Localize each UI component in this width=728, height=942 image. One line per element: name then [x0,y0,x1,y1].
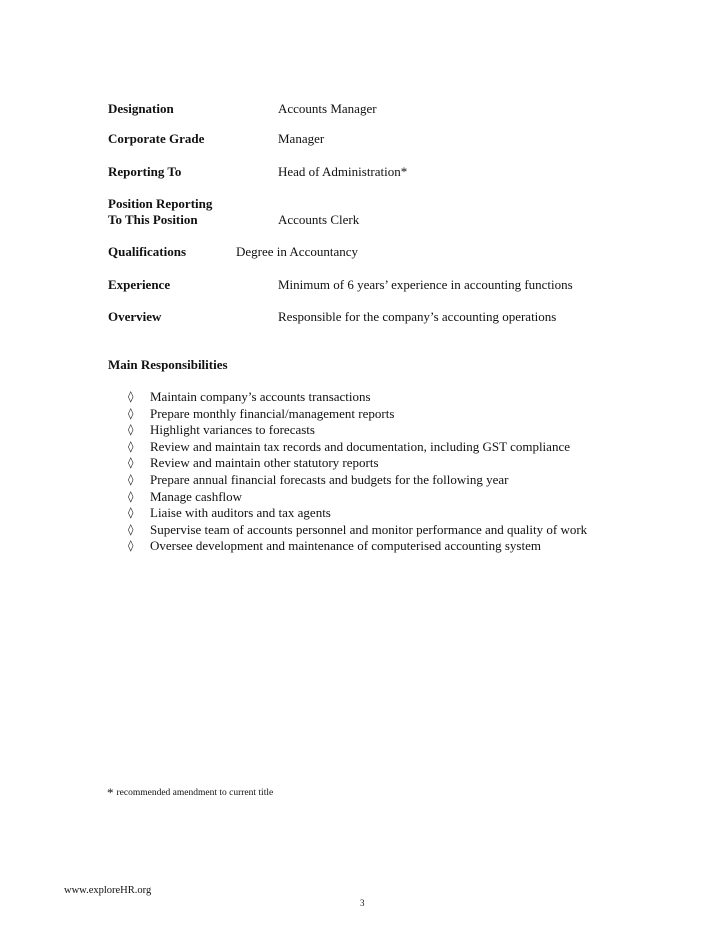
diamond-bullet-icon: ◊ [128,423,134,437]
responsibility-text: Manage cashflow [150,488,243,504]
list-item [128,489,624,506]
qualifications-label: Qualifications [108,244,187,259]
list-item [128,505,624,522]
list-item [128,538,624,555]
diamond-bullet-icon: ◊ [128,456,134,470]
diamond-bullet-icon: ◊ [128,489,134,503]
responsibility-text: Liaise with auditors and tax agents [150,505,331,521]
diamond-bullet-icon: ◊ [128,472,134,486]
diamond-bullet-icon: ◊ [128,439,134,453]
main-responsibilities-heading: Main Responsibilities [108,357,228,372]
overview-value: Responsible for the company’s accounting operations [278,309,557,324]
responsibility-text: Maintain company’s accounts transactions [150,389,371,404]
experience-value: Minimum of 6 years’ experience in accounting functions [278,277,573,292]
page-number: 3 [360,898,365,908]
corporate-grade-label: Corporate Grade [108,131,205,146]
footer-site-url: www.exploreHR.org [64,885,152,896]
list-item [128,472,624,489]
list-item [128,455,624,472]
experience-label: Experience [108,277,171,292]
reporting-to-value: Head of Administration* [278,164,408,179]
list-item [128,389,624,406]
diamond-bullet-icon: ◊ [128,406,134,420]
designation-label: Designation [108,101,174,116]
overview-label: Overview [108,309,162,324]
footnote-marker: * [107,785,114,800]
responsibility-text: Oversee development and maintenance of computerised accounting system [150,538,541,554]
list-item [128,439,624,456]
list-item [128,422,624,439]
responsibilities-list [128,389,624,555]
diamond-bullet-icon: ◊ [128,390,134,403]
diamond-bullet-icon: ◊ [128,539,134,553]
responsibility-text: Prepare annual financial forecasts and budgets for the following year [150,471,509,487]
responsibility-text: Supervise team of accounts personnel and monitor performance and quality of work [150,521,588,537]
diamond-bullet-icon: ◊ [128,522,134,536]
position-reporting-value: Accounts Clerk [278,212,360,227]
diamond-bullet-icon: ◊ [128,506,134,520]
designation-value: Accounts Manager [278,101,377,116]
list-item [128,522,624,539]
corporate-grade-value: Manager [278,131,325,146]
list-item [128,406,624,423]
responsibility-text: Highlight variances to forecasts [150,422,315,438]
responsibility-text: Review and maintain other statutory reports [150,455,379,471]
qualifications-value: Degree in Accountancy [236,244,359,259]
reporting-to-label: Reporting To [108,164,182,179]
footnote-text: recommended amendment to current title [116,788,274,798]
responsibility-text: Prepare monthly financial/management reports [150,405,395,421]
responsibility-text: Review and maintain tax records and documentation, including GST compliance [150,438,570,454]
position-reporting-label: Position Reporting To This Position [108,196,213,227]
footnote [107,786,273,800]
